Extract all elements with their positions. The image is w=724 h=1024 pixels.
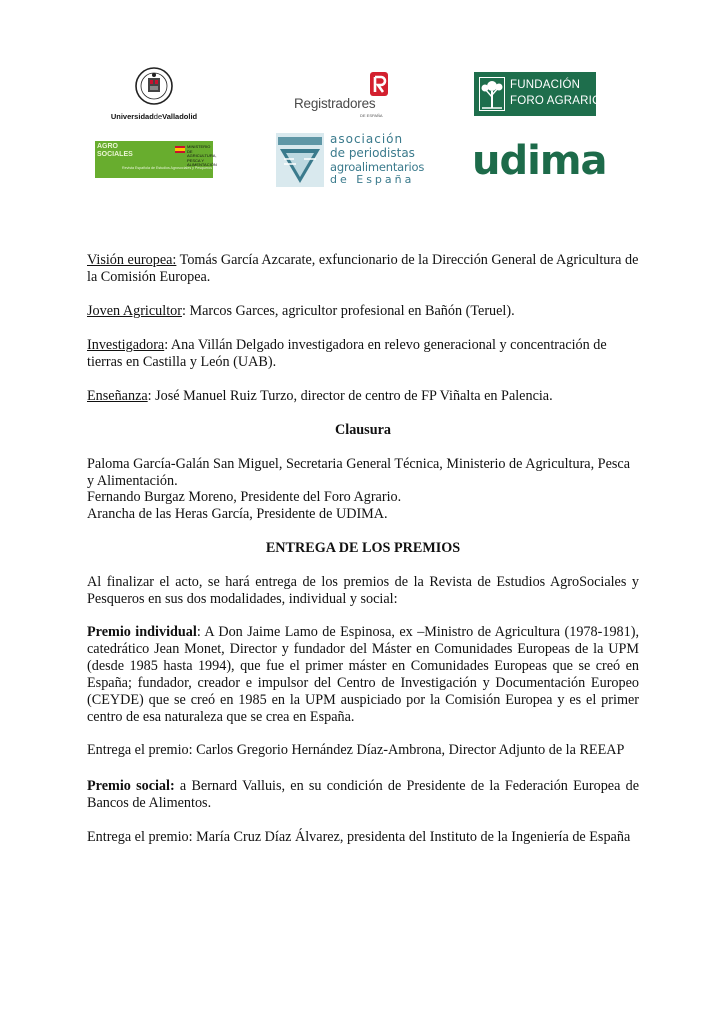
- apae-line2: de periodistas: [330, 146, 415, 160]
- apae-line4: de España: [330, 173, 415, 186]
- registradores-r-icon: [370, 72, 388, 96]
- spain-flag-icon: [175, 146, 185, 153]
- investigadora-paragraph: [87, 337, 639, 371]
- asociacion-periodistas-logo: [276, 132, 425, 188]
- fundacion-foro-agrario-logo: [474, 72, 602, 116]
- entrega-premio-2: Entrega el premio: María Cruz Díaz Álvarez, presidenta del Instituto de la Ingeniería de España: [87, 829, 631, 845]
- agrosociales-subtitle: Revista Española de Estudios Agrosociales y Pesqueros: [122, 166, 213, 170]
- clausura-heading: Clausura: [335, 422, 391, 438]
- vision-europea-label: Visión europea:: [87, 252, 177, 268]
- investigadora-label: Investigadora: [87, 337, 165, 353]
- ensenanza-text: : José Manuel Ruiz Turzo, director de centro de FP Viñalta en Palencia.: [147, 388, 553, 404]
- tree-icon: [479, 77, 505, 111]
- premio-social-label: Premio social:: [87, 778, 175, 794]
- premio-individual-label: Premio individual: [87, 624, 197, 640]
- premio-social-text: a Bernard Valluis, en su condición de Presidente de la Federación Europea de Bancos de Alimentos.: [87, 778, 639, 811]
- agrosociales-logo: [95, 141, 217, 178]
- foro-agrario-line2: FORO AGRARIO: [510, 95, 602, 107]
- ensenanza-paragraph: [87, 388, 639, 405]
- joven-agricultor-label: Joven Agricultor: [87, 303, 182, 319]
- foro-agrario-line1: FUNDACIÓN: [510, 79, 581, 91]
- university-seal-icon: [134, 66, 174, 106]
- joven-agricultor-paragraph: [87, 303, 639, 320]
- apae-line1: asociación: [330, 132, 404, 146]
- clausura-speaker-3: Arancha de las Heras García, Presidente de UDIMA.: [87, 506, 388, 522]
- premios-intro: Al finalizar el acto, se hará entrega de los premios de la Revista de Estudios AgroSociales y Pesqueros en sus dos modalidades, individual y social:: [87, 574, 639, 607]
- vision-europea-paragraph: [87, 252, 639, 286]
- registradores-name: Registradores: [294, 96, 376, 111]
- premio-individual-text: : A Don Jaime Lamo de Espinosa, ex –Ministro de Agricultura (1978-1981), catedrático Jean Monet, Director y fundador del Máster en Comunidades Europeas de la UPM (desde 1985 hasta 1994), que fue el primer máster en Comunidades Europeas que se creó en España; fundador, creador e impulsor del Centro de Investigación y Documentación Europeo (CEYDE) que se creó en 1985 en la UPM auspiciado por la Comisión Europea y es el primer centro de esa naturaleza que se crea en España.: [87, 624, 639, 725]
- agrosociales-wordmark: AGRO SOCIALES: [97, 143, 133, 158]
- vision-europea-text: Tomás García Azcarate, exfuncionario de la Dirección General de Agricultura de la Comisión Europea.: [87, 252, 639, 285]
- clausura-speaker-1: Paloma García-Galán San Miguel, Secretaria General Técnica, Ministerio de Agricultura, Pesca y Alimentación.: [87, 456, 630, 489]
- entrega-premio-1: Entrega el premio: Carlos Gregorio Hernández Díaz-Ambrona, Director Adjunto de la REEAP: [87, 742, 625, 758]
- registradores-sub: DE ESPAÑA: [360, 113, 383, 118]
- premio-individual-paragraph: [87, 624, 639, 726]
- registradores-logo: [294, 72, 398, 116]
- ensenanza-label: Enseñanza: [87, 388, 148, 404]
- universidad-valladolid-logo: [108, 66, 200, 124]
- apae-line3: agroalimentarios: [330, 160, 425, 174]
- university-name: UniversidaddeValladolid: [110, 112, 198, 121]
- investigadora-text: : Ana Villán Delgado investigadora en relevo generacional y concentración de tierras en Castilla y León (UAB).: [87, 337, 607, 370]
- clausura-speaker-2: Fernando Burgaz Moreno, Presidente del Foro Agrario.: [87, 489, 402, 505]
- udima-logo: udima: [472, 138, 607, 184]
- joven-agricultor-text: : Marcos Garces, agricultor profesional en Bañón (Teruel).: [181, 303, 515, 319]
- premio-social-paragraph: [87, 778, 639, 812]
- premios-heading: ENTREGA DE LOS PREMIOS: [265, 540, 461, 556]
- apae-emblem-icon: [276, 133, 324, 187]
- ministry-caption: MINISTERIO DE AGRICULTURA, PESCA Y ALIMENTACIÓN: [187, 144, 217, 167]
